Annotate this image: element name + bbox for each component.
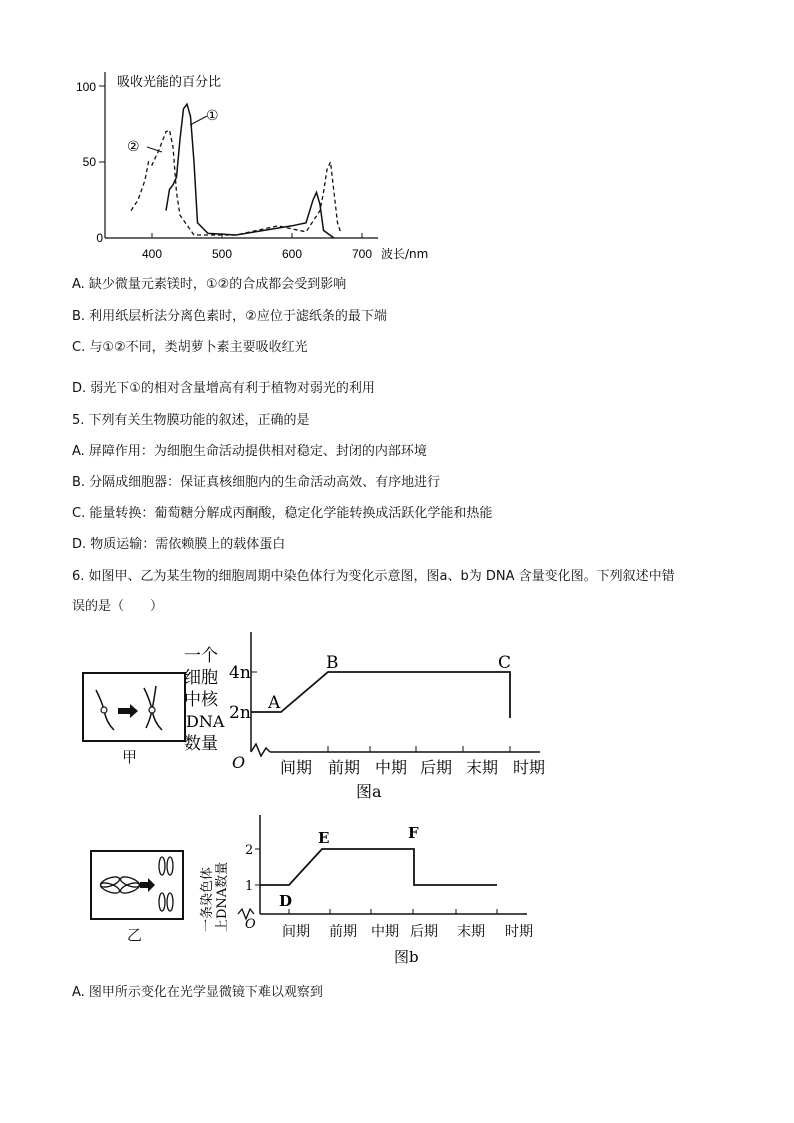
figure-jia-caption: 甲 bbox=[122, 748, 138, 766]
fig-b-xlabel-metaphase: 中期 bbox=[371, 924, 399, 940]
fig-b-xlabel-prophase: 前期 bbox=[329, 924, 357, 940]
fig-b-xlabel-interphase: 间期 bbox=[282, 924, 310, 940]
fig-b-origin: O bbox=[245, 917, 256, 932]
fig-b-point-F: F bbox=[408, 824, 419, 842]
figure-yi-caption: 乙 bbox=[127, 926, 143, 944]
fig-b-caption: 图b bbox=[394, 948, 419, 966]
x-axis-label: 波长/nm bbox=[381, 247, 429, 261]
q6-stem-line2: 误的是（ ） bbox=[72, 599, 164, 614]
q4-option-d: D. 弱光下①的相对含量增高有利于植物对弱光的利用 bbox=[72, 381, 375, 396]
q4-option-c: C. 与①②不同，类胡萝卜素主要吸收红光 bbox=[72, 340, 308, 355]
fig-b-point-D: D bbox=[279, 892, 293, 910]
fig-b-point-E: E bbox=[318, 829, 330, 847]
q5-option-a: A. 屏障作用：为细胞生命活动提供相对稳定、封闭的内部环境 bbox=[72, 444, 427, 459]
fig-a-ylabel-4: DNA bbox=[186, 712, 225, 731]
fig-a-xlabel-interphase: 间期 bbox=[280, 758, 313, 777]
fig-a-xlabel-anaphase: 后期 bbox=[420, 758, 453, 777]
fig-a-point-B: B bbox=[326, 653, 339, 673]
fig-a-xlabel-period: 时期 bbox=[513, 758, 546, 777]
fig-a-caption: 图a bbox=[356, 782, 382, 801]
q4-option-b: B. 利用纸层析法分离色素时，②应位于滤纸条的最下端 bbox=[72, 309, 387, 324]
fig-b-ylabel-1: 一条染色体 bbox=[200, 866, 215, 932]
y-tick-label-100: 100 bbox=[75, 80, 96, 94]
fig-a-xlabel-telophase: 末期 bbox=[466, 758, 499, 777]
fig-a-ytick-2n: 2n bbox=[229, 703, 251, 723]
fig-a-xlabel-prophase: 前期 bbox=[328, 758, 361, 777]
fig-a-ytick-4n: 4n bbox=[229, 663, 251, 683]
fig-a-point-A: A bbox=[268, 693, 281, 713]
x-tick-label-500: 500 bbox=[211, 247, 233, 261]
fig-a-ylabel-5: 数量 bbox=[184, 734, 218, 754]
y-tick-label-0: 0 bbox=[96, 231, 103, 245]
fig-b-xlabel-anaphase: 后期 bbox=[410, 924, 438, 940]
fig-a-ylabel-3: 中核 bbox=[184, 690, 218, 710]
q5-stem: 5. 下列有关生物膜功能的叙述，正确的是 bbox=[72, 413, 310, 428]
q5-option-d: D. 物质运输：需依赖膜上的载体蛋白 bbox=[72, 537, 286, 552]
series-2-label: ② bbox=[127, 139, 140, 155]
q5-option-b: B. 分隔成细胞器：保证真核细胞内的生命活动高效、有序地进行 bbox=[72, 475, 441, 490]
fig-a-origin: O bbox=[232, 753, 246, 772]
q6-option-a: A. 图甲所示变化在光学显微镜下难以观察到 bbox=[72, 985, 323, 1000]
fig-b-xlabel-period: 时期 bbox=[505, 924, 533, 940]
fig-a-xlabel-metaphase: 中期 bbox=[375, 758, 408, 777]
q5-option-c: C. 能量转换：葡萄糖分解成丙酮酸，稳定化学能转换成活跃化学能和热能 bbox=[72, 506, 493, 521]
x-tick-label-400: 400 bbox=[141, 247, 163, 261]
series-1-label: ① bbox=[206, 108, 219, 124]
y-tick-label-50: 50 bbox=[82, 155, 96, 169]
x-tick-label-700: 700 bbox=[351, 247, 373, 261]
fig-b-ylabel-2: 上DNA数量 bbox=[215, 861, 230, 932]
fig-a-ylabel-2: 细胞 bbox=[184, 668, 218, 688]
fig-a-point-C: C bbox=[498, 653, 512, 673]
fig-b-xlabel-telophase: 末期 bbox=[457, 924, 485, 940]
x-tick-label-600: 600 bbox=[281, 247, 303, 261]
fig-b-ytick-1: 1 bbox=[245, 879, 254, 894]
q6-stem-line1: 6. 如图甲、乙为某生物的细胞周期中染色体行为变化示意图，图a、b为 DNA 含量变化图。下列叙述中错 bbox=[72, 569, 675, 584]
fig-b-ytick-2: 2 bbox=[245, 843, 254, 858]
q4-option-a: A. 缺少微量元素镁时，①②的合成都会受到影响 bbox=[72, 277, 347, 292]
y-axis-label: 吸收光能的百分比 bbox=[117, 75, 222, 90]
fig-b-dna-line bbox=[260, 849, 497, 885]
fig-a-ylabel-1: 一个 bbox=[184, 646, 218, 666]
